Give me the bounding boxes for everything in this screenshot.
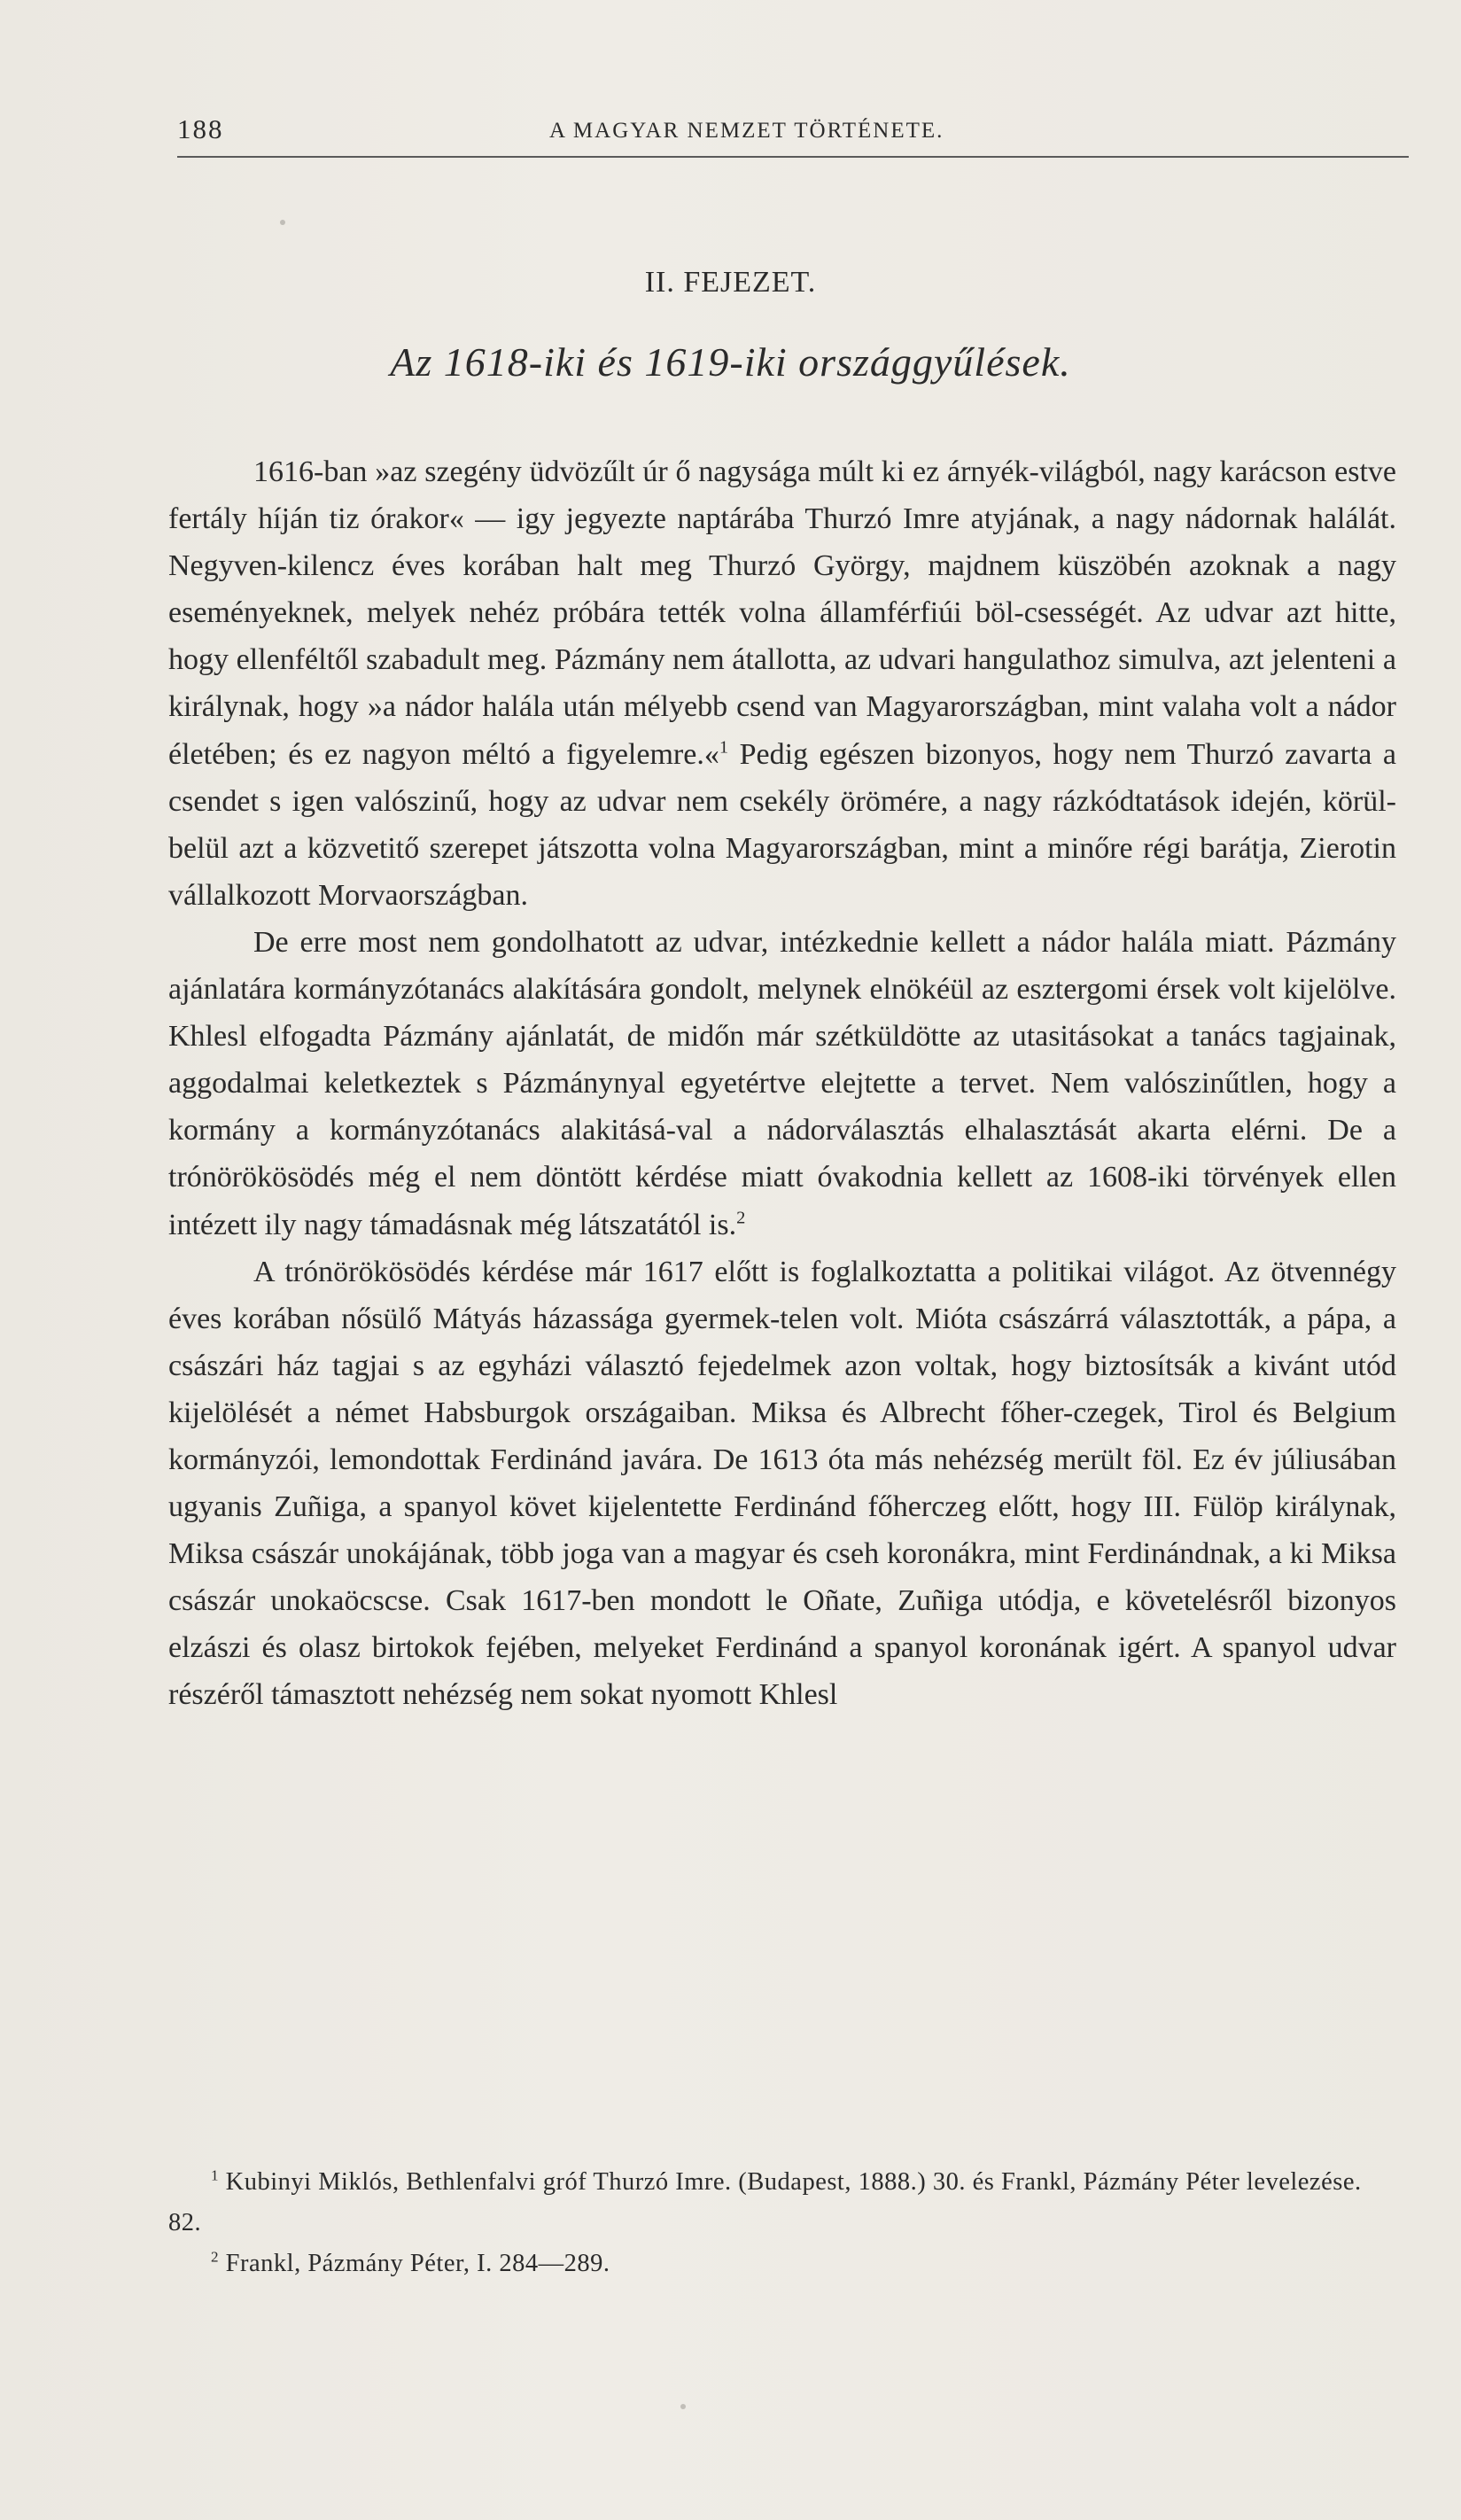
paragraph [168,919,1396,1248]
paragraph-text: A trónörökösödés kérdése már 1617 előtt is foglalkoztatta a politikai világot. Az ötvennégy éves korában nősülő Mátyás házassága gyermek-telen volt. Mióta császárrá választották, a pápa, a császári ház tagjai s az egyházi választó fejedelmek azon voltak, hogy biztosítsák a kivánt utód kijelölését a német Habsburgok országaiban. Miksa és Albrecht főher-czegek, Tirol és Belgium kormányzói, lemondottak Ferdinánd javára. De 1613 óta más nehézség merült föl. Ez év júliusában ugyanis Zuñiga, a spanyol követ kijelentette Ferdinánd főherczeg előtt, hogy III. Fülöp királynak, Miksa császár unokájának, több joga van a magyar és cseh koronákra, mint Ferdinándnak, a ki Miksa császár unokaöcscse. Csak 1617-ben mondott le Oñate, Zuñiga utódja, e követelésről bizonyos elzászi és olasz birtokok fejében, melyeket Ferdinánd a spanyol koronának igért. A spanyol udvar részéről támasztott nehézség nem sokat nyomott Khlesl [168,1255,1396,1712]
footnote-reference[interactable]: 2 [736,1208,746,1228]
paragraph [168,448,1396,919]
footnote-text: Frankl, Pázmány Péter, I. 284—289. [219,2250,610,2277]
running-head [177,113,1409,152]
page-number: 188 [177,113,224,144]
paragraph-text: De erre most nem gondolhatott az udvar, intézkednie kellett a nádor halála miatt. Pázmány ajánlatára kormányzótanács alakítására gondolt, melynek elnökéül az esztergomi érsek volt kijelölve. Khlesl elfogadta Pázmány ajánlatát, de midőn már szétküldötte az utasitásokat a tanács tagjainak, aggodalmai keletkeztek s Pázmánynyal egyetértve elejtette a tervet. Nem valószinűtlen, hogy a kormány a kormányzótanács alakitásá-val a nádorválasztás elhalasztását akarta elérni. De a trónörökösödés még el nem döntött kérdése miatt óvakodnia kellett az 1608-iki törvények ellen intézett ily nagy támadásnak még látszatától is. [168,925,1396,1241]
footnote-reference[interactable]: 1 [719,737,729,758]
footnotes [168,2162,1396,2284]
body-text [168,448,1396,1719]
paper-speck [280,220,285,225]
book-title: A MAGYAR NEMZET TÖRTÉNETE. [549,119,944,143]
footnote-text: Kubinyi Miklós, Bethlenfalvi gróf Thurzó Imre. (Budapest, 1888.) 30. és Frankl, Pázmány Péter levelezése. 82. [168,2168,1362,2236]
chapter-label: II. FEJEZET. [644,266,817,299]
paragraph-text: 1616-ban »az szegény üdvözűlt úr ő nagysága múlt ki ez árnyék-világból, nagy karácson estve fertály híján tiz órakor« — igy jegyezte naptárába Thurzó Imre atyjának, a nagy nádornak halálát. Negyven-kilencz éves korában halt meg Thurzó György, majdnem küszöbén azoknak a nagy eseményeknek, melyek nehéz próbára tették volna államférfiúi böl-csességét. Az udvar azt hitte, hogy ellenféltől szabadult meg. Pázmány nem átallotta, az udvari hangulathoz simulva, azt jelenteni a királynak, hogy »a nádor halála után mélyebb csend van Magyarországban, mint valaha volt a nádor életében; és ez nagyon méltó a figyelemre.« [168,455,1396,771]
paragraph [168,1248,1396,1719]
header-rule [177,156,1409,158]
paper-speck [680,2404,686,2409]
paragraph-text: Pedig egészen bizonyos, hogy nem Thurzó zavarta a csendet s igen valószinű, hogy az udvar nem csekély örömére, a nagy rázkódtatások idején, körül-belül azt a közvetitő szerepet játszotta volna Magyarországban, mint a minőre régi barátja, Zierotin vállalkozott Morvaországban. [168,737,1396,912]
footnote [168,2244,1396,2284]
footnote [168,2162,1396,2244]
footnote-mark: 2 [211,2248,220,2266]
chapter-title: Az 1618-iki és 1619-iki országgyűlések. [390,339,1071,385]
footnote-mark: 1 [211,2166,220,2184]
